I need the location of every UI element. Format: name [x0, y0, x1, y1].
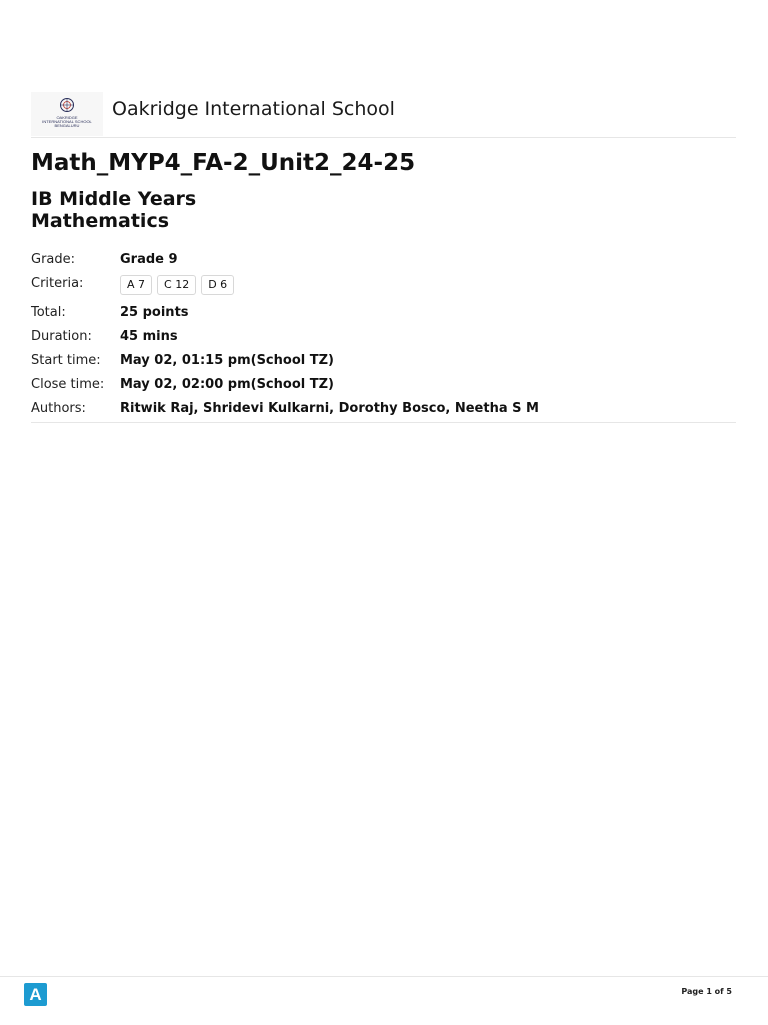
page-number: Page 1 of 5 — [681, 987, 732, 996]
duration-value: 45 mins — [120, 329, 178, 344]
grade-label: Grade: — [31, 252, 76, 267]
school-logo — [31, 92, 103, 136]
close-time-row — [31, 373, 736, 397]
subject-line-2: Mathematics — [31, 210, 170, 232]
brand-logo-icon: A — [24, 983, 47, 1006]
assessment-title: Math_MYP4_FA-2_Unit2_24-25 — [31, 150, 416, 176]
subject-line-1: IB Middle Years — [31, 188, 197, 210]
criteria-chip-c: C 12 — [157, 275, 196, 295]
subject-heading — [31, 188, 196, 232]
authors-row — [31, 397, 736, 421]
logo-text-line-2: INTERNATIONAL SCHOOL — [42, 119, 92, 124]
total-value: 25 points — [120, 305, 189, 320]
authors-label: Authors: — [31, 401, 86, 416]
criteria-label: Criteria: — [31, 276, 84, 291]
grade-row — [31, 248, 736, 272]
criteria-row — [31, 272, 736, 301]
close-time-label: Close time: — [31, 377, 105, 392]
criteria-chip-a: A 7 — [120, 275, 152, 295]
start-time-row — [31, 349, 736, 373]
authors-value: Ritwik Raj, Shridevi Kulkarni, Dorothy Bosco, Neetha S M — [120, 401, 539, 416]
duration-label: Duration: — [31, 329, 92, 344]
school-crest-icon — [58, 97, 76, 113]
start-time-label: Start time: — [31, 353, 101, 368]
grade-value: Grade 9 — [120, 252, 178, 267]
start-time-value: May 02, 01:15 pm(School TZ) — [120, 353, 334, 368]
assessment-info — [31, 248, 736, 421]
info-divider — [31, 422, 736, 423]
school-name: Oakridge International School — [112, 98, 395, 120]
criteria-chip-d: D 6 — [201, 275, 234, 295]
duration-row — [31, 325, 736, 349]
page-header — [31, 92, 736, 138]
logo-text-line-3: BENGALURU — [54, 123, 80, 128]
close-time-value: May 02, 02:00 pm(School TZ) — [120, 377, 334, 392]
logo-text-line-1: OAKRIDGE — [56, 115, 78, 120]
total-label: Total: — [31, 305, 66, 320]
criteria-chips — [120, 273, 239, 295]
page-footer — [0, 976, 768, 1025]
total-row — [31, 301, 736, 325]
